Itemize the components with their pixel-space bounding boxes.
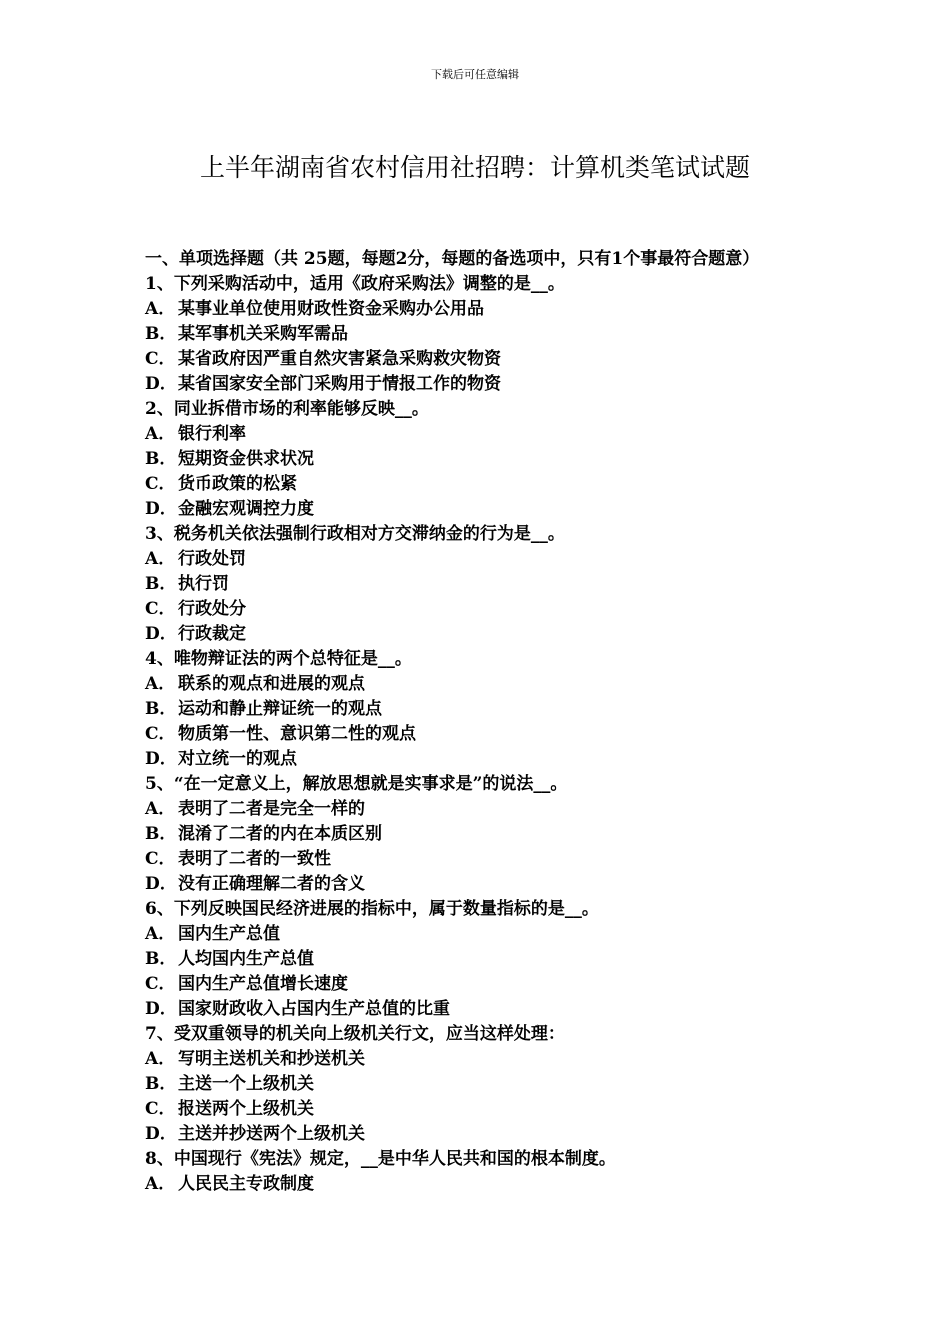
- answer-option: [145, 347, 810, 372]
- question-stem: 7、受双重领导的机关向上级机关行文，应当这样处理：: [145, 1024, 565, 1044]
- option-letter: C．: [145, 474, 176, 494]
- option-letter: B．: [145, 824, 177, 844]
- option-letter: C．: [145, 599, 176, 619]
- answer-option: [145, 922, 810, 947]
- answer-option: [145, 722, 810, 747]
- option-text: 表明了二者是完全一样的: [178, 799, 365, 819]
- option-letter: D．: [145, 874, 177, 894]
- option-letter: C．: [145, 849, 176, 869]
- option-text: 某省政府因严重自然灾害紧急采购救灾物资: [178, 349, 501, 369]
- answer-option: [145, 972, 810, 997]
- answer-option: [145, 1072, 810, 1097]
- answer-option: [145, 447, 810, 472]
- option-letter: B．: [145, 699, 177, 719]
- option-text: 短期资金供求状况: [178, 449, 314, 469]
- question-stem: 3、税务机关依法强制行政相对方交滞纳金的行为是__。: [145, 524, 565, 544]
- answer-option: [145, 997, 810, 1022]
- answer-option: [145, 547, 810, 572]
- option-text: 金融宏观调控力度: [178, 499, 314, 519]
- option-letter: B．: [145, 324, 177, 344]
- option-letter: A．: [145, 1174, 176, 1194]
- question-stem: 5、“在一定意义上，解放思想就是实事求是”的说法__。: [145, 774, 568, 794]
- question-stem: 4、唯物辩证法的两个总特征是__。: [145, 649, 412, 669]
- option-letter: A．: [145, 799, 176, 819]
- page-header-note: 下载后可任意编辑: [431, 68, 519, 81]
- option-letter: A．: [145, 1049, 176, 1069]
- option-text: 主送一个上级机关: [178, 1074, 314, 1094]
- option-text: 国内生产总值: [178, 924, 280, 944]
- answer-option: [145, 872, 810, 897]
- option-letter: C．: [145, 349, 176, 369]
- option-text: 人均国内生产总值: [178, 949, 314, 969]
- answer-option: [145, 822, 810, 847]
- answer-option: [145, 422, 810, 447]
- answer-option: [145, 297, 810, 322]
- option-text: 国家财政收入占国内生产总值的比重: [178, 999, 450, 1019]
- answer-option: [145, 597, 810, 622]
- option-text: 行政裁定: [178, 624, 246, 644]
- option-letter: B．: [145, 574, 177, 594]
- answer-option: [145, 947, 810, 972]
- answer-option: [145, 497, 810, 522]
- option-letter: A．: [145, 424, 176, 444]
- option-letter: D．: [145, 749, 177, 769]
- answer-option: [145, 847, 810, 872]
- option-letter: B．: [145, 1074, 177, 1094]
- answer-option: [145, 372, 810, 397]
- option-letter: C．: [145, 1099, 176, 1119]
- option-text: 某军事机关采购军需品: [178, 324, 348, 344]
- option-letter: D．: [145, 1124, 177, 1144]
- option-text: 货币政策的松紧: [178, 474, 297, 494]
- option-text: 银行利率: [178, 424, 246, 444]
- option-letter: A．: [145, 299, 176, 319]
- option-letter: A．: [145, 549, 176, 569]
- question-stem: 1、下列采购活动中，适用《政府采购法》调整的是__。: [145, 274, 565, 294]
- option-letter: A．: [145, 924, 176, 944]
- option-text: 某事业单位使用财政性资金采购办公用品: [178, 299, 484, 319]
- option-letter: D．: [145, 499, 177, 519]
- option-letter: C．: [145, 974, 176, 994]
- answer-option: [145, 622, 810, 647]
- answer-option: [145, 1122, 810, 1147]
- section-heading: 一、单项选择题（共 25题，每题2分，每题的备选项中，只有1个事最符合题意）: [145, 249, 760, 269]
- document-title: 上半年湖南省农村信用社招聘：计算机类笔试试题: [199, 153, 750, 182]
- option-text: 没有正确理解二者的含义: [178, 874, 365, 894]
- answer-option: [145, 797, 810, 822]
- option-text: 写明主送机关和抄送机关: [178, 1049, 365, 1069]
- option-text: 国内生产总值增长速度: [178, 974, 348, 994]
- answer-option: [145, 1097, 810, 1122]
- question-stem: 2、同业拆借市场的利率能够反映__。: [145, 399, 429, 419]
- question-list: [145, 247, 810, 1197]
- question-stem: 6、下列反映国民经济进展的指标中，属于数量指标的是__。: [145, 899, 599, 919]
- option-text: 执行罚: [178, 574, 229, 594]
- answer-option: [145, 572, 810, 597]
- option-text: 表明了二者的一致性: [178, 849, 331, 869]
- option-letter: A．: [145, 674, 176, 694]
- answer-option: [145, 747, 810, 772]
- answer-option: [145, 672, 810, 697]
- option-text: 联系的观点和进展的观点: [178, 674, 365, 694]
- answer-option: [145, 1047, 810, 1072]
- option-text: 行政处分: [178, 599, 246, 619]
- answer-option: [145, 697, 810, 722]
- answer-option: [145, 322, 810, 347]
- option-text: 混淆了二者的内在本质区别: [178, 824, 382, 844]
- option-letter: C．: [145, 724, 176, 744]
- option-letter: D．: [145, 374, 177, 394]
- option-letter: D．: [145, 624, 177, 644]
- option-text: 对立统一的观点: [178, 749, 297, 769]
- answer-option: [145, 472, 810, 497]
- option-text: 某省国家安全部门采购用于情报工作的物资: [178, 374, 501, 394]
- option-letter: D．: [145, 999, 177, 1019]
- option-text: 人民民主专政制度: [178, 1174, 314, 1194]
- option-letter: B．: [145, 449, 177, 469]
- answer-option: [145, 1172, 810, 1197]
- option-text: 主送并抄送两个上级机关: [178, 1124, 365, 1144]
- option-text: 物质第一性、意识第二性的观点: [178, 724, 416, 744]
- question-stem: 8、中国现行《宪法》规定，__是中华人民共和国的根本制度。: [145, 1149, 616, 1169]
- option-text: 报送两个上级机关: [178, 1099, 314, 1119]
- option-text: 运动和静止辩证统一的观点: [178, 699, 382, 719]
- option-text: 行政处罚: [178, 549, 246, 569]
- option-letter: B．: [145, 949, 177, 969]
